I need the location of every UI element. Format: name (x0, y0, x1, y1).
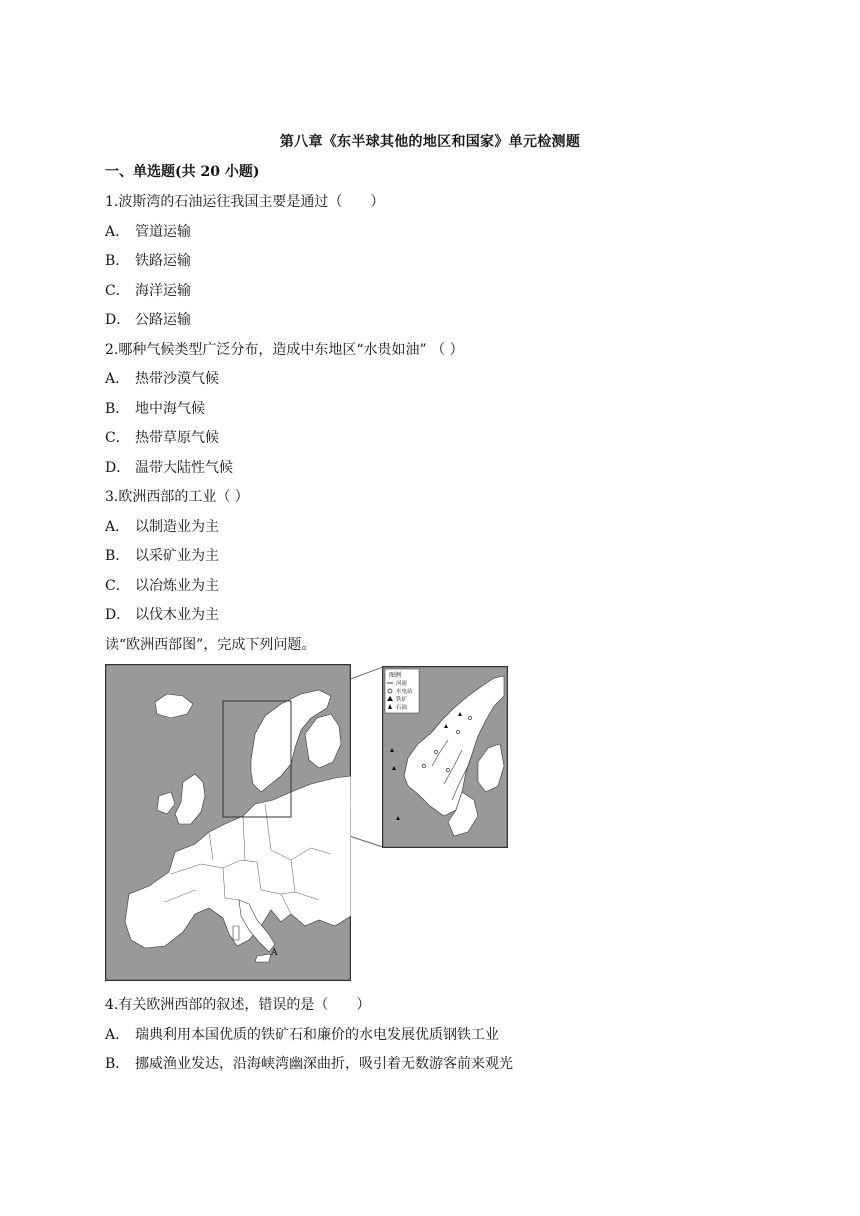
option-letter: B． (105, 253, 130, 269)
option-letter: B． (105, 1056, 130, 1072)
scandinavia-inset-map (382, 666, 508, 848)
question-4-option-b[interactable] (105, 1053, 513, 1073)
question-1-option-d[interactable] (105, 309, 191, 329)
option-text: 铁路运输 (135, 253, 191, 269)
option-letter: A． (105, 519, 130, 535)
question-3-stem: 3.欧洲西部的工业（ ） (105, 489, 249, 505)
question-2-option-b[interactable] (105, 398, 205, 418)
option-text: 挪威渔业发达，沿海峡湾幽深曲折，吸引着无数游客前来观光 (135, 1056, 513, 1072)
option-letter: D． (105, 607, 131, 623)
legend-hydropower: 水电站 (396, 689, 413, 695)
option-letter: A． (105, 371, 130, 387)
map-label-a: A (271, 948, 278, 958)
option-text: 瑞典利用本国优质的铁矿石和廉价的水电发展优质钢铁工业 (135, 1027, 499, 1043)
question-4-stem: 4.有关欧洲西部的叙述，错误的是（ ） (105, 997, 371, 1013)
option-text: 公路运输 (135, 312, 191, 328)
legend-oil: 石油 (396, 705, 408, 711)
question-3-option-a[interactable] (105, 516, 219, 536)
option-text: 地中海气候 (135, 401, 205, 417)
option-letter: C． (105, 578, 130, 594)
section-heading: 一、单选题(共 20 小题) (105, 164, 260, 180)
option-letter: D． (105, 460, 131, 476)
option-text: 管道运输 (135, 224, 191, 240)
option-letter: C． (105, 430, 130, 446)
option-letter: B． (105, 401, 130, 417)
question-1-option-c[interactable] (105, 280, 191, 300)
option-text: 海洋运输 (135, 283, 191, 299)
option-letter: A． (105, 224, 130, 240)
document-title: 第八章《东半球其他的地区和国家》单元检测题 (279, 134, 581, 150)
option-text: 热带沙漠气候 (135, 371, 219, 387)
legend-river: 河流 (396, 681, 408, 687)
question-2-option-a[interactable] (105, 368, 219, 388)
option-letter: D． (105, 312, 131, 328)
option-letter: C． (105, 283, 130, 299)
question-1-option-a[interactable] (105, 221, 191, 241)
option-text: 温带大陆性气候 (135, 460, 233, 476)
europe-main-map (105, 664, 351, 981)
read-map-prompt: 读“欧洲西部图”，完成下列问题。 (105, 637, 316, 653)
question-4-option-a[interactable] (105, 1024, 499, 1044)
option-letter: B． (105, 548, 130, 564)
legend-iron-ore: 铁矿 (396, 697, 408, 703)
question-1-stem: 1.波斯湾的石油运往我国主要是通过（ ） (105, 194, 385, 210)
question-3-option-b[interactable] (105, 545, 219, 565)
option-text: 以制造业为主 (135, 519, 219, 535)
option-text: 热带草原气候 (135, 430, 219, 446)
option-text: 以伐木业为主 (135, 607, 219, 623)
legend-title: 图例 (389, 672, 402, 679)
option-text: 以采矿业为主 (135, 548, 219, 564)
option-text: 以冶炼业为主 (135, 578, 219, 594)
question-1-option-b[interactable] (105, 250, 191, 270)
western-europe-map-figure (105, 664, 510, 984)
question-3-option-c[interactable] (105, 575, 219, 595)
option-letter: A． (105, 1027, 130, 1043)
question-2-option-d[interactable] (105, 457, 233, 477)
question-2-stem: 2.哪种气候类型广泛分布，造成中东地区“水贵如油” （ ） (105, 342, 464, 358)
question-3-option-d[interactable] (105, 604, 219, 624)
question-2-option-c[interactable] (105, 427, 219, 447)
